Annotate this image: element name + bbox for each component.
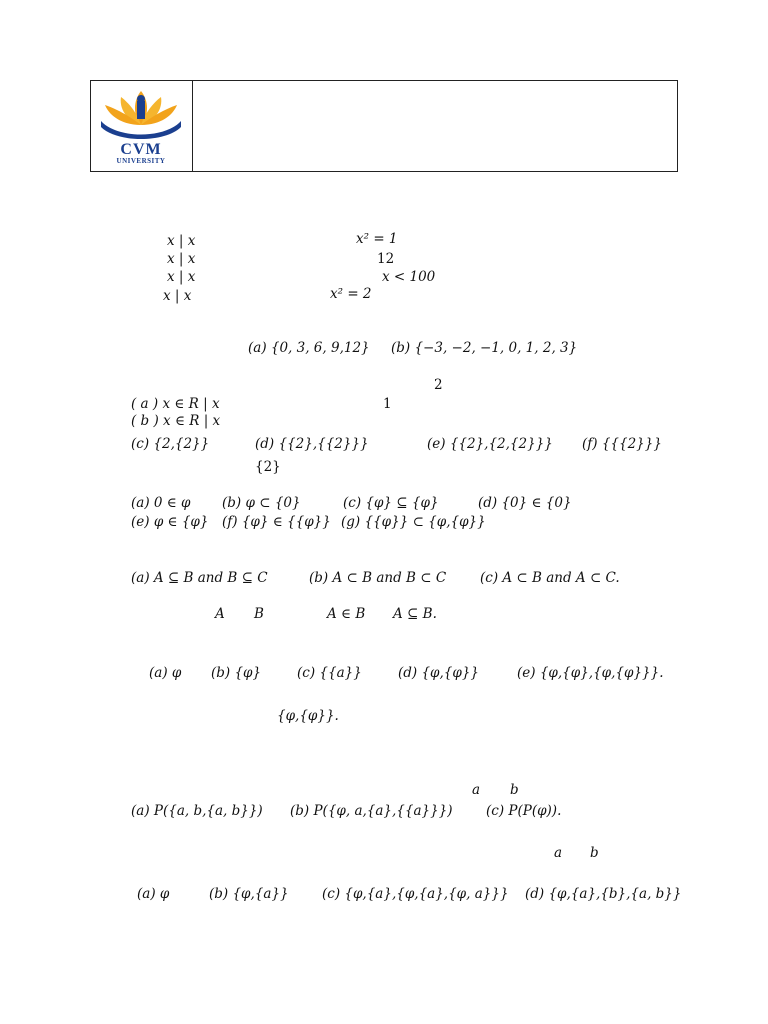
q1-line4-left: x | x	[163, 288, 192, 304]
q3-option-b: ( b ) x ∈ R | x	[131, 413, 221, 429]
q6-set-a: A	[215, 606, 225, 622]
q7-option-c: (c) {{a}}	[297, 665, 362, 681]
logo-cvm-text: CVM	[120, 141, 162, 158]
lotus-emblem-icon	[97, 85, 185, 141]
q7-under: {φ,{φ}}.	[277, 708, 339, 724]
q4-option-a: (a) 0 ∈ φ	[131, 495, 191, 511]
q8-option-b: (b) P({φ, a,{a},{{a}}})	[290, 803, 453, 819]
q8-option-c: (c) P(P(φ)).	[486, 803, 562, 819]
q6-subset-of: A ⊆ B.	[393, 606, 437, 622]
q7-option-d: (d) {φ,{φ}}	[398, 665, 480, 681]
q2-option-a: (a) {0, 3, 6, 9,12}	[248, 340, 370, 356]
q7-option-a: (a) φ	[149, 665, 182, 681]
q3-number-top: 2	[434, 377, 443, 393]
q9-var-a: a	[554, 845, 563, 861]
q9-option-c: (c) {φ,{a},{φ,{a},{φ, a}}}	[322, 886, 509, 902]
q6-set-b: B	[254, 606, 264, 622]
q3-option-f: (f) {{{2}}}	[582, 436, 662, 452]
q4-option-g: (g) {{φ}} ⊂ {φ,{φ}}	[341, 514, 486, 530]
q9-option-b: (b) {φ,{a}}	[209, 886, 289, 902]
q1-line1-right: x² = 1	[356, 231, 398, 247]
q3-option-a: ( a ) x ∈ R | x	[131, 396, 220, 412]
q9-var-b: b	[590, 845, 599, 861]
q1-line1-left: x | x	[167, 233, 196, 249]
q1-line3-left: x | x	[167, 269, 196, 285]
q4-option-c: (c) {φ} ⊆ {φ}	[343, 495, 439, 511]
q8-option-a: (a) P({a, b,{a, b}})	[131, 803, 263, 819]
university-logo	[97, 85, 185, 167]
q5-option-a: (a) A ⊆ B and B ⊆ C	[131, 570, 268, 586]
header-box	[90, 80, 678, 172]
q3-number-mid: 1	[383, 396, 392, 412]
q5-option-b: (b) A ⊂ B and B ⊂ C	[309, 570, 447, 586]
q4-option-f: (f) {φ} ∈ {{φ}}	[222, 514, 331, 530]
q7-option-e: (e) {φ,{φ},{φ,{φ}}}.	[517, 665, 664, 681]
q1-line4-right: x² = 2	[330, 286, 372, 302]
q9-option-d: (d) {φ,{a},{b},{a, b}}	[525, 886, 682, 902]
q6-element-of: A ∈ B	[327, 606, 366, 622]
q1-line2-left: x | x	[167, 251, 196, 267]
header-divider	[192, 81, 193, 171]
q1-line3-right: x < 100	[382, 269, 436, 285]
q2-option-b: (b) {−3, −2, −1, 0, 1, 2, 3}	[391, 340, 578, 356]
q4-option-d: (d) {0} ∈ {0}	[478, 495, 572, 511]
q8-var-b: b	[510, 782, 519, 798]
q4-option-e: (e) φ ∈ {φ}	[131, 514, 209, 530]
q3-under: {2}	[255, 459, 281, 475]
q9-option-a: (a) φ	[137, 886, 170, 902]
q7-option-b: (b) {φ}	[211, 665, 262, 681]
q5-option-c: (c) A ⊂ B and A ⊂ C.	[480, 570, 620, 586]
q4-option-b: (b) φ ⊂ {0}	[222, 495, 301, 511]
q8-var-a: a	[472, 782, 481, 798]
q3-option-e: (e) {{2},{2,{2}}}	[427, 436, 553, 452]
q3-option-c: (c) {2,{2}}	[131, 436, 210, 452]
logo-university-text: UNIVERSITY	[116, 157, 166, 165]
q3-option-d: (d) {{2},{{2}}}	[255, 436, 369, 452]
q1-line2-right: 12	[377, 251, 395, 267]
